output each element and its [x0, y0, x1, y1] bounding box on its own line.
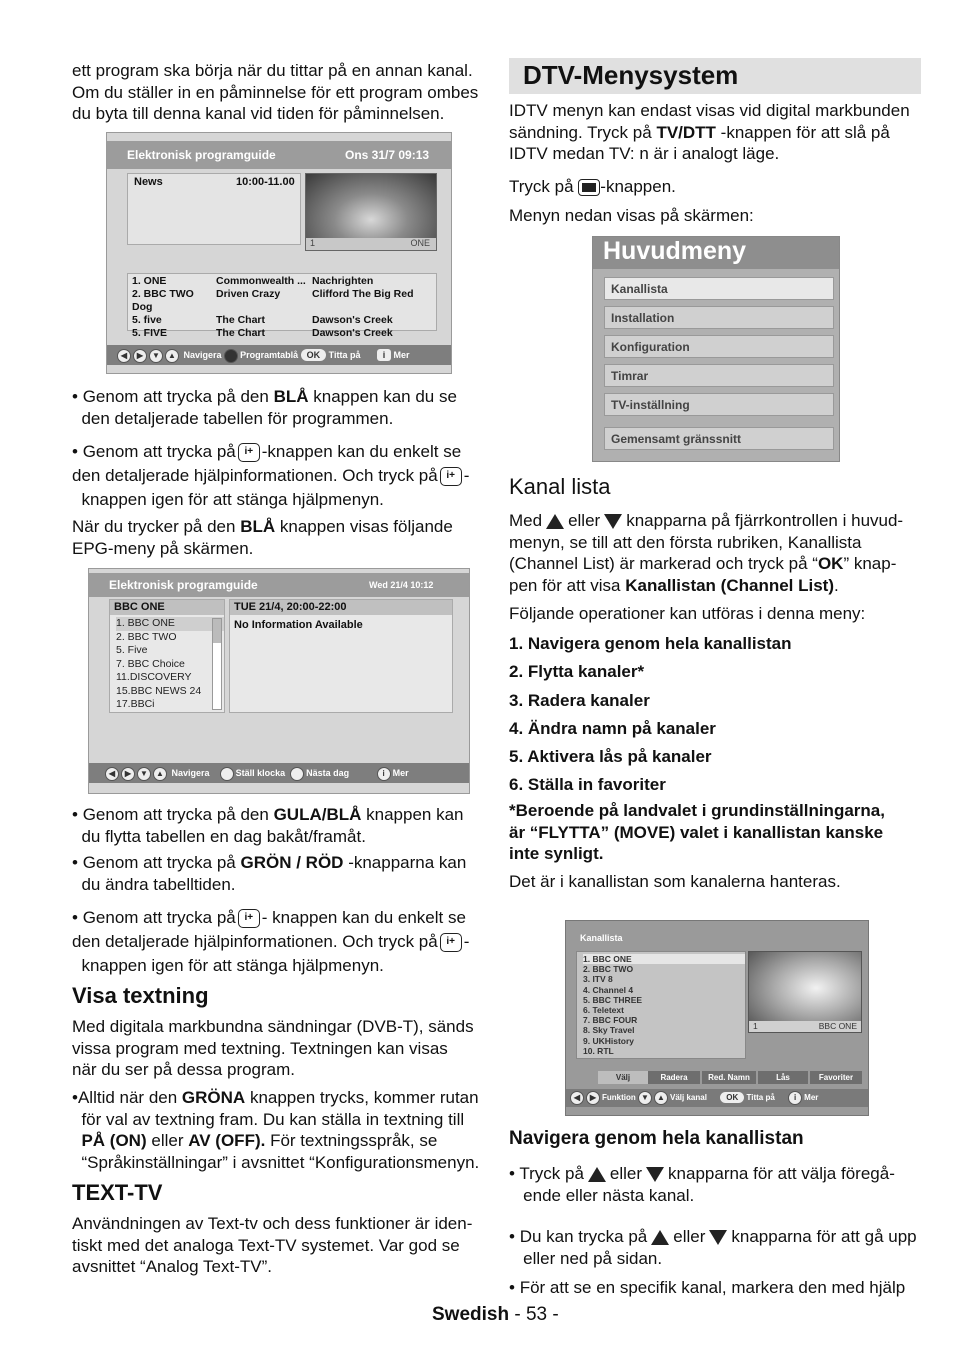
ops-list — [509, 630, 792, 800]
list-item[interactable]: 5. BBC THREE — [583, 994, 643, 1005]
bullet-blue: • Genom att trycka på den BLÅ knappen kan du se den detaljerade tabellen för programmen. — [72, 387, 457, 428]
epg-title: Elektronisk programguide — [127, 148, 276, 162]
down-arrow-icon: ▼ — [638, 1091, 652, 1105]
left-arrow-icon: ◀ — [117, 349, 131, 363]
blue-button-icon — [224, 349, 238, 363]
list-item[interactable]: 15.BBC NEWS 24 — [116, 684, 202, 697]
ok-button-icon: OK — [301, 349, 327, 361]
bullet-green-red: • Genom att trycka på GRÖN / RÖD -knapparna kan du ändra tabelltiden. — [72, 853, 467, 894]
info-button-icon: i — [377, 349, 391, 361]
info-plus-icon: i+ — [440, 467, 462, 486]
tryck-menu-line: Tryck på -knappen. — [509, 177, 676, 196]
left-arrow-icon: ◀ — [105, 767, 119, 781]
list-item[interactable]: 1. BBC ONE — [116, 617, 224, 631]
menu-button-icon — [578, 179, 600, 196]
list-item[interactable]: 2. BBC TWO — [116, 630, 177, 643]
heading-navigera: Navigera genom hela kanallistan — [509, 1128, 804, 1149]
list-item: 3. Radera kanaler — [509, 690, 650, 710]
info-plus-icon: i+ — [440, 933, 462, 952]
menu-item-gemensamt-granssnitt[interactable]: Gemensamt gränssnitt — [604, 427, 834, 450]
heading-visa-textning: Visa textning — [72, 983, 209, 1008]
down-arrow-icon: ▼ — [149, 349, 163, 363]
menu-item-kanallista[interactable]: Kanallista — [604, 277, 834, 300]
bullet-info-2: • Genom att trycka på i+ - knappen kan du enkelt se den detaljerade hjälpinformationen. Och tryck på i+ - knappen igen för att stänga hjälpmenyn. — [72, 908, 470, 975]
list-item[interactable]: 7. BBC Choice — [116, 657, 185, 670]
up-arrow-icon: ▲ — [153, 767, 167, 781]
intro-paragraph: ett program ska börja när du tittar på en annan kanal. Om du ställer in en påminnelse för ett program ombes du byta till denna kanal vid tiden för påminnelsen. — [72, 61, 479, 123]
list-item: 6. Ställa in favoriter — [509, 775, 666, 795]
dtv-paragraph: IDTV menyn kan endast visas vid digital markbunden sändning. Tryck på TV/DTT -knappen för att slå på IDTV medan TV: n är i analogt läge. — [509, 101, 910, 163]
texttv-paragraph: Användningen av Text-tv och dess funktioner är iden- tiskt med det analoga Text-TV systemet. Var god se avsnittet “Analog Text-TV”. — [72, 1214, 473, 1276]
bullet-nav-1: • Tryck på eller knapparna för att välja föregå- ende eller nästa kanal. — [509, 1164, 895, 1205]
video-preview: 1 ONE — [305, 173, 437, 251]
list-item[interactable]: 4. Channel 4 — [583, 984, 634, 995]
epg2-nav-bar: ◀ ▶ ▼ ▲ Navigera Ställ klocka Nästa dag i Mer — [89, 763, 469, 783]
list-item[interactable]: 8. Sky Travel — [583, 1025, 635, 1036]
kl-nav-bar: ◀ ▶ Funktion ▼ ▲ Välj kanal OK Titta på i Mer — [566, 1089, 868, 1107]
ops-intro: Följande operationer kan utföras i denna meny: — [509, 604, 866, 623]
down-arrow-icon — [604, 514, 622, 529]
epg-screen-2 — [88, 568, 470, 794]
up-arrow-icon: ▲ — [165, 349, 179, 363]
list-item[interactable]: 3. ITV 8 — [583, 974, 613, 985]
right-arrow-icon: ▶ — [586, 1091, 600, 1105]
epg-date: Ons 31/7 09:13 — [345, 148, 430, 162]
hanteras-line: Det är i kanallistan som kanalerna hanteras. — [509, 872, 841, 891]
list-item[interactable]: 17.BBCi — [116, 698, 155, 710]
menu-item-installation[interactable]: Installation — [604, 306, 834, 329]
table-row[interactable]: 2. BBC TWO Driven Crazy Clifford The Big Red Dog — [132, 288, 414, 313]
list-item[interactable]: 1. BBC ONE — [583, 954, 745, 964]
section-header-bar — [509, 58, 921, 94]
page-up-icon — [651, 1230, 669, 1245]
function-buttons — [588, 1071, 858, 1085]
menu-item-tv-installning[interactable]: TV-inställning — [604, 393, 834, 416]
list-item[interactable]: 9. UKHistory — [583, 1035, 635, 1046]
channel-list-panel: BBC ONE 1. BBC ONE 2. BBC TWO 5. Five 7. BBC Choice 11.DISCOVERY 15.BBC NEWS 24 17.BBCi — [109, 599, 225, 713]
heading-kanal-lista: Kanal lista — [509, 474, 611, 499]
list-item[interactable]: 5. Five — [116, 644, 148, 656]
list-item[interactable]: 11.DISCOVERY — [116, 671, 192, 683]
red-button-icon — [290, 767, 304, 781]
right-arrow-icon: ▶ — [121, 767, 135, 781]
current-program-cell: News 10:00-11.00 — [127, 173, 301, 245]
menu-item-konfiguration[interactable]: Konfiguration — [604, 335, 834, 358]
textning-paragraph: Med digitala markbundna sändningar (DVB-T), sänds vissa program med textning. Textningen kan visas när du ser på dessa program. — [72, 1017, 474, 1079]
bullet-nav-3: • För att se en specifik kanal, markera den med hjälp — [509, 1278, 906, 1297]
list-item: 2. Flytta kanaler* — [509, 662, 645, 682]
favoriter-button[interactable]: Favoriter — [810, 1071, 862, 1084]
menu-item-timrar[interactable]: Timrar — [604, 364, 834, 387]
info-plus-icon: i+ — [238, 909, 260, 928]
up-arrow-icon — [546, 514, 564, 529]
list-item[interactable]: 6. Teletext — [583, 1005, 624, 1016]
footer-language: Swedish — [432, 1304, 510, 1325]
footnote: *Beroende på landvalet i grundinställningarna, är “FLYTTA” (MOVE) valet i kanallistan kanske inte synligt. — [509, 801, 885, 863]
las-button[interactable]: Lås — [758, 1071, 808, 1084]
epg-intro-paragraph: När du trycker på den BLÅ knappen visas följande EPG-meny på skärmen. — [72, 517, 453, 558]
table-row[interactable]: 5. FIVE The Chart Dawson's Creek — [132, 327, 393, 339]
scrollbar[interactable] — [212, 618, 222, 710]
valj-button[interactable]: Välj — [598, 1071, 648, 1084]
down-arrow-icon — [646, 1167, 664, 1182]
up-arrow-icon — [588, 1167, 606, 1182]
info-button-icon: i — [788, 1091, 802, 1105]
menyn-line: Menyn nedan visas på skärmen: — [509, 206, 754, 225]
epg-nav-bar: ◀ ▶ ▼ ▲ Navigera Programtablå OK Titta på i Mer — [107, 345, 451, 365]
kanal-paragraph: Med eller knapparna på fjärrkontrollen i huvud- menyn, se till att den första rubriken, Kanallista (Channel List) är markerad och tryck på “OK” knap- pen för att visa Kanallistan (Channel List). — [509, 511, 904, 595]
bullet-info-1: • Genom att trycka på i+ -knappen kan du enkelt se den detaljerade hjälpinformationen. Och tryck på i+ - knappen igen för att stänga hjälpmenyn. — [72, 442, 470, 509]
epg-screen-1 — [106, 132, 452, 374]
table-row[interactable]: 1. ONE Commonwealth ... Nachrighten — [132, 275, 374, 287]
down-arrow-icon: ▼ — [137, 767, 151, 781]
heading-dtv-menysystem: DTV-Menysystem — [523, 60, 739, 90]
radera-button[interactable]: Radera — [648, 1071, 700, 1084]
ok-button-icon: OK — [720, 1092, 744, 1103]
heading-text-tv: TEXT-TV — [72, 1180, 163, 1205]
info-plus-icon: i+ — [238, 443, 260, 462]
table-row[interactable]: 5. five The Chart Dawson's Creek — [132, 314, 393, 326]
left-arrow-icon: ◀ — [570, 1091, 584, 1105]
bullet-nav-2: • Du kan trycka på eller knapparna för att gå upp eller ned på sidan. — [509, 1227, 917, 1268]
channel-list-panel — [576, 951, 746, 1059]
list-item: 5. Aktivera lås på kanaler — [509, 747, 712, 767]
program-info-panel: TUE 21/4, 20:00-22:00 No Information Available — [229, 599, 453, 713]
page-footer — [432, 1304, 559, 1326]
epg2-title-bar: Elektronisk programguide Wed 21/4 10:12 — [89, 573, 469, 597]
list-item: 4. Ändra namn på kanaler — [509, 718, 716, 738]
channel-list-screen: Kanallista 1. BBC ONE 2. BBC TWO 3. ITV 8 4. Channel 4 5. BBC THREE 6. Teletext 7. BBC FOUR 8. Sky Travel 9. UKHistory 10. RTL 1 BBC ONE Välj Radera Red. Namn Lås Favoriter ◀ ▶ Funktion ▼ ▲ Välj kanal OK Titta på i Mer — [565, 920, 869, 1116]
page-number: - 53 - — [514, 1304, 559, 1325]
list-item: 1. Navigera genom hela kanallistan — [509, 634, 792, 653]
page-down-icon — [709, 1230, 727, 1245]
list-item[interactable]: 7. BBC FOUR — [583, 1015, 638, 1026]
main-menu-title: Huvudmeny — [603, 237, 747, 265]
bullet-green-subtitle: •Alltid när den GRÖNA knappen trycks, kommer rutan för val av textning fram. Du kan ställa in textning till PÅ (ON) eller AV (OFF). För textningsspråk, se “Språkinställningar” i avsnittet “Konfigurationsmenyn. — [72, 1088, 480, 1172]
rename-button[interactable]: Red. Namn — [702, 1071, 756, 1084]
right-arrow-icon: ▶ — [133, 349, 147, 363]
epg-title-bar — [107, 141, 451, 169]
program-table — [127, 273, 437, 339]
up-arrow-icon: ▲ — [654, 1091, 668, 1105]
video-preview: 1 BBC ONE — [748, 951, 862, 1033]
list-item[interactable]: 2. BBC TWO — [583, 964, 634, 975]
bullet-yellow-blue: • Genom att trycka på den GULA/BLÅ knappen kan du flytta tabellen en dag bakåt/framåt. — [72, 805, 464, 846]
info-button-icon: i — [377, 767, 391, 781]
green-button-icon — [220, 767, 234, 781]
list-item[interactable]: 10. RTL — [583, 1045, 614, 1056]
